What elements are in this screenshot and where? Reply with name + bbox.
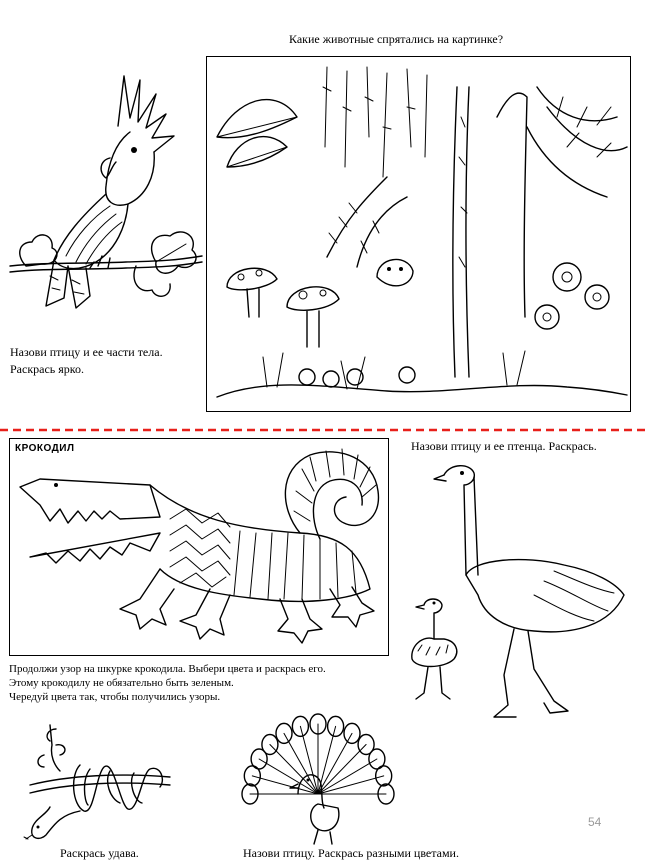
ostrich-illustration <box>404 455 640 730</box>
peacock-feather-shaft <box>318 776 384 794</box>
snake-illustration <box>10 715 180 850</box>
page-number: 54 <box>588 815 602 829</box>
peacock-illustration <box>238 708 418 848</box>
crocodile-caption-line2: Этому крокодилу не обязательно быть зеленым. <box>9 677 234 689</box>
peacock-caption: Назови птицу. Раскрась разными цветами. <box>243 846 459 860</box>
crocodile-label: КРОКОДИЛ <box>15 443 75 454</box>
crocodile-picture <box>9 438 389 656</box>
ostrich-caption: Назови птицу и ее птенца. Раскрась. <box>411 439 597 453</box>
crocodile-caption-line1: Продолжи узор на шкурке крокодила. Выбери цвета и раскрась его. <box>9 663 326 675</box>
section-divider <box>0 428 645 432</box>
parrot-illustration <box>6 66 206 326</box>
parrot-caption-line2: Раскрась ярко. <box>10 362 85 376</box>
parrot-caption-line1: Назови птицу и ее части тела. <box>10 345 163 359</box>
jungle-question: Какие животные спрятались на картинке? <box>289 32 504 46</box>
jungle-picture <box>206 56 631 412</box>
snake-caption: Раскрась удава. <box>60 846 139 860</box>
crocodile-caption-line3: Чередуй цвета так, чтобы получились узоры. <box>9 691 221 703</box>
